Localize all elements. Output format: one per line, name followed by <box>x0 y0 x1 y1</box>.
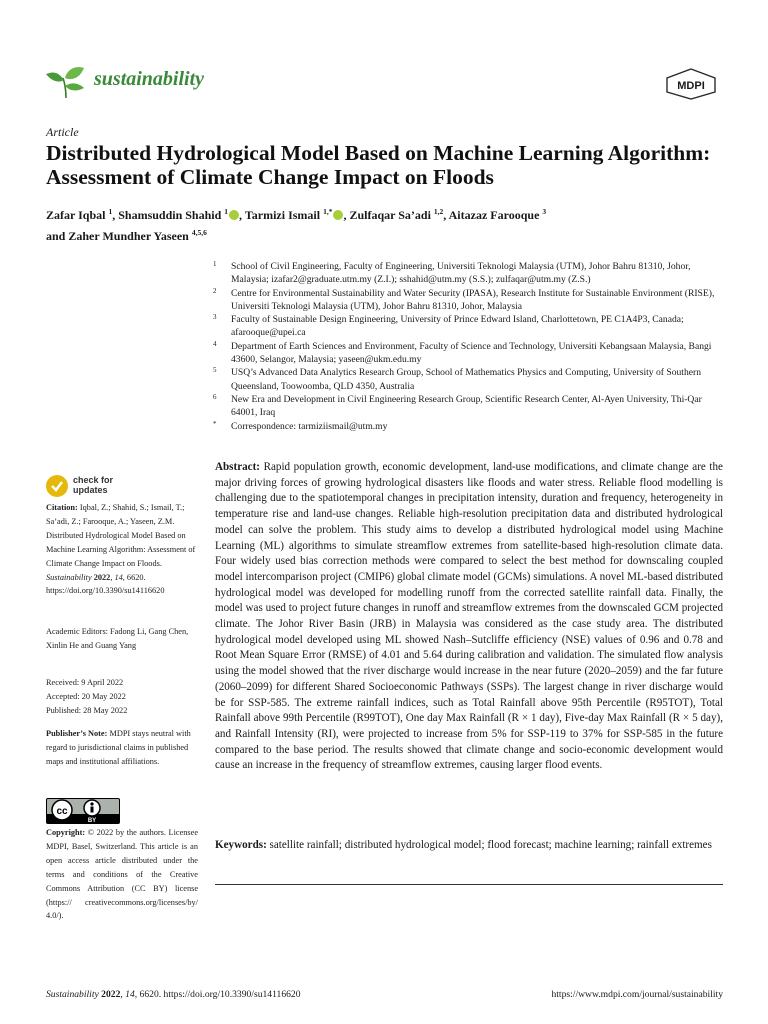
abstract-text: Rapid population growth, economic development, land-use modifications, and climate change are the major driving forces of growing hydrological disasters like floods and water stress. Reliable flood modelling is challenging due to the spatiotemporal changes in precipitation intensity, duration and frequency, heterogeneity in temperature rise and land-use changes. Reliable high-resolution precipitation data and distributed hydrological model can solve the problem. This study aims to develop a distributed hydrological model using Machine Learning (ML) algorithms to simulate streamflow extremes from satellite-based high-resolution climate data. Four widely used bias correction methods were compared to select the best method for downscaling coupled model intercomparison project (CMIP6) global climate model (GCMs) simulations. A novel ML-based distributed hydrological model was developed for modelling runoff from the corrected satellite rainfall data. Finally, the model was used to project future changes in runoff and streamflow extremes from the downscaled GCM projected climate. The Johor River Basin (JRB) in Malaysia was considered as the case study area. The distributed hydrological model developed using ML showed Nash–Sutcliffe efficiency (NSE) values of 0.96 and 0.78 and Root Mean Square Error (RMSE) of 4.01 and 5.64 during calibration and validation. The simulated flow analysis using the model showed that the river discharge would increase in the near future (2020–2059) and the far future (2060–2099) for different Shared Socioeconomic Pathways (SSPs). The largest change in river discharge would be for SSP-585. The extreme rainfall indices, such as Total Rainfall above 95th Percentile (R95TOT), Total Rainfall above 99th Percentile (R99TOT), One day Max Rainfall (R × 1 day), Five-day Max Rainfall (R × 5 day), and Rainfall Intensity (RI), were projected to increase from 5% for SSP-119 to 37% for SSP-585 in the future compared to the base period. The results showed that climate change and socio-economic development would cause an increase in the frequency of streamflow extremes, causing larger flood events. <box>215 461 723 772</box>
divider <box>215 884 723 885</box>
svg-text:cc: cc <box>56 806 68 817</box>
affiliation-item: 6 New Era and Development in Civil Engineering Research Group, Scientific Research Center, Al-Ayen University, Thi-Qar 64001, Iraq <box>213 392 702 419</box>
abstract-label: Abstract: <box>215 461 260 473</box>
citation-block: Citation: Iqbal, Z.; Shahid, S.; Ismail, T.; Sa’adi, Z.; Farooque, A.; Yaseen, Z.M. Distributed Hydrological Model Based on Machine Learning Algorithm: Assessment of Climate Change Impact on Floods. Sustainability 2022, 14, 6620. https://doi.org/10.3390/su14116620 <box>46 503 196 596</box>
abstract <box>215 460 723 774</box>
keywords-label: Keywords: <box>215 839 267 851</box>
received-date: Received: 9 April 2022 <box>46 678 124 687</box>
correspondence: * Correspondence: tarmiziismail@utm.my <box>213 419 388 432</box>
published-date: Published: 28 May 2022 <box>46 705 128 715</box>
check-for-updates-button[interactable] <box>46 474 186 500</box>
copyright-block: Copyright: © 2022 by the authors. Licensee MDPI, Basel, Switzerland. This article is an open access article distributed under the terms and conditions of the Creative Commons Attribution (CC BY) license (https:// creativecommons.org/licenses/by/ 4.0/). <box>46 828 199 921</box>
accepted-date: Accepted: 20 May 2022 <box>46 691 126 701</box>
journal-name[interactable]: sustainability <box>94 68 205 90</box>
article-type: Article <box>46 125 79 139</box>
cc-by-license-icon[interactable] <box>46 798 120 824</box>
mdpi-logo-text: MDPI <box>677 80 705 92</box>
check-updates-line2: updates <box>73 485 108 495</box>
author-4[interactable]: Zulfaqar Sa’adi $^{1,2}$ <box>349 207 444 222</box>
footer-citation[interactable]: Sustainability 2022, 14, 6620. https://doi.org/10.3390/su14116620 <box>46 989 301 1000</box>
sustainability-leaf-logo <box>46 64 86 100</box>
author-1[interactable]: Zafar Iqbal $^1$ <box>46 207 113 222</box>
dates-block <box>46 676 198 718</box>
author-2[interactable]: Shamsuddin Shahid $^1$ <box>118 207 229 222</box>
article-title: Distributed Hydrological Model Based on Machine Learning Algorithm: Assessment of Climate Change Impact on Floods <box>46 141 711 189</box>
author-6[interactable]: Zaher Mundher Yaseen $^{4,5,6}$ <box>68 228 207 243</box>
affiliation-item: 3 Faculty of Sustainable Design Engineering, University of Prince Edward Island, Charlottetown, PE C1A4P3, Canada; afarooque@upei.ca <box>213 313 684 339</box>
keywords-text: satellite rainfall; distributed hydrological model; flood forecast; machine learning; rainfall extremes <box>269 839 712 851</box>
mdpi-logo[interactable] <box>665 68 717 100</box>
orcid-icon[interactable] <box>333 210 343 220</box>
check-updates-line1: check for <box>73 475 114 485</box>
author-list: Zafar Iqbal $^1$, Shamsuddin Shahid $^1$ , Tarmizi Ismail $^{1,*}$ , Zulfaqar Sa’adi $^{1,2}$, Aitazaz Farooque $^3$ and Zaher Mundher Yaseen $^{4,5,6}$ <box>46 207 547 243</box>
author-5[interactable]: Aitazaz Farooque $^3$ <box>448 207 547 222</box>
keywords <box>215 838 723 854</box>
author-3[interactable]: Tarmizi Ismail $^{1,*}$ <box>244 207 333 222</box>
academic-editors: Academic Editors: Fadong Li, Gang Chen, Xinlin He and Guang Yang <box>46 627 189 650</box>
affiliations <box>213 260 723 433</box>
affiliation-item: 1 School of Civil Engineering, Faculty of Engineering, Universiti Teknologi Malaysia (UTM), Johor Bahru 81310, Johor, Malaysia; izafar2@graduate.utm.my (Z.I.); sshahid@utm.my (S.S.); zulfaqar@utm.my (Z.S.) <box>213 260 691 286</box>
affiliation-item: 4 Department of Earth Sciences and Environment, Faculty of Science and Technology, Universiti Kebangsaan Malaysia, Bangi 43600, Selangor, Malaysia; yaseen@ukm.edu.my <box>213 339 712 366</box>
affiliation-item: 2 Centre for Environmental Sustainability and Water Security (IPASA), Research Institute for Sustainable Environment (RISE), Universiti Teknologi Malaysia (UTM), Johor Bahru 81310, Johor, Malaysia <box>213 286 715 312</box>
footer-journal-url[interactable]: https://www.mdpi.com/journal/sustainability <box>551 989 723 1000</box>
orcid-icon[interactable] <box>229 210 239 220</box>
check-updates-icon <box>46 475 68 497</box>
cc-badge-text: BY <box>87 818 97 824</box>
affiliation-item: 5 USQ’s Advanced Data Analytics Research Group, School of Mathematics Physics and Computing, University of Southern Queensland, Toowoomba, QLD 4350, Australia <box>213 366 702 392</box>
publisher-note: Publisher’s Note: MDPI stays neutral with regard to jurisdictional claims in published maps and institutional affiliations. <box>46 729 191 766</box>
